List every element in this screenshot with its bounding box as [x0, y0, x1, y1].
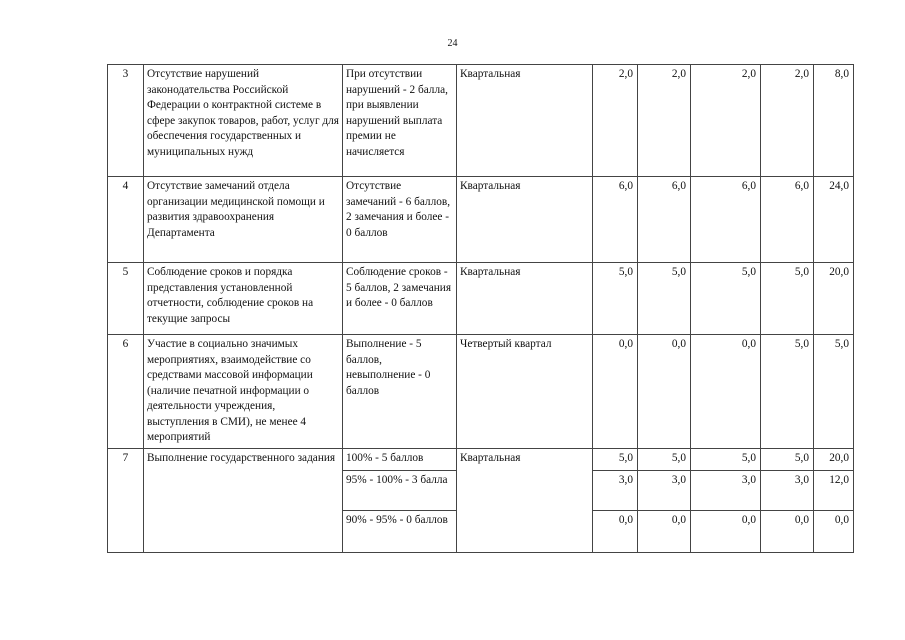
score-value-cell: 5,0	[761, 335, 814, 449]
score-value-cell: 24,0	[814, 177, 854, 263]
score-value-cell: 0,0	[638, 335, 691, 449]
scoring-cell: Выполнение - 5 баллов, невыполнение - 0 баллов	[343, 335, 457, 449]
table-row	[108, 177, 854, 263]
score-value-cell: 0,0	[761, 511, 814, 553]
table-row	[108, 263, 854, 335]
score-value-cell: 5,0	[691, 263, 761, 335]
score-value-cell: 5,0	[814, 335, 854, 449]
row-number: 4	[108, 177, 144, 263]
score-value-cell: 2,0	[761, 65, 814, 177]
score-value-cell: 6,0	[691, 177, 761, 263]
table-row	[108, 65, 854, 177]
row-number: 3	[108, 65, 144, 177]
score-value-cell: 5,0	[593, 449, 638, 471]
row-number: 7	[108, 449, 144, 553]
score-value-cell: 0,0	[691, 335, 761, 449]
score-value-cell: 3,0	[691, 471, 761, 511]
score-value-cell: 3,0	[593, 471, 638, 511]
score-value-cell: 0,0	[638, 511, 691, 553]
score-value-cell: 12,0	[814, 471, 854, 511]
criterion-cell: Участие в социально значимых мероприятиях, взаимодействие со средствами массовой информации (наличие печатной информации о деятельности учреждения, выступления в СМИ), не менее 4 мероприятий	[144, 335, 343, 449]
scoring-cell: При отсутствии нарушений - 2 балла, при выявлении нарушений выплата премии не начисляется	[343, 65, 457, 177]
period-cell: Квартальная	[457, 449, 593, 553]
period-cell: Квартальная	[457, 263, 593, 335]
score-value-cell: 5,0	[593, 263, 638, 335]
score-value-cell: 0,0	[814, 511, 854, 553]
table-row	[108, 449, 854, 471]
score-value-cell: 3,0	[761, 471, 814, 511]
scoring-cell: Соблюдение сроков - 5 баллов, 2 замечания и более - 0 баллов	[343, 263, 457, 335]
score-value-cell: 0,0	[691, 511, 761, 553]
page-number: 24	[447, 38, 458, 49]
score-value-cell: 6,0	[593, 177, 638, 263]
criteria-table	[107, 64, 854, 553]
score-value-cell: 5,0	[638, 449, 691, 471]
scoring-cell: Отсутствие замечаний - 6 баллов, 2 замечания и более - 0 баллов	[343, 177, 457, 263]
table-row	[108, 335, 854, 449]
period-cell: Квартальная	[457, 65, 593, 177]
score-value-cell: 6,0	[761, 177, 814, 263]
period-cell: Квартальная	[457, 177, 593, 263]
score-value-cell: 3,0	[638, 471, 691, 511]
row-number: 5	[108, 263, 144, 335]
score-value-cell: 5,0	[761, 449, 814, 471]
score-value-cell: 2,0	[638, 65, 691, 177]
score-value-cell: 2,0	[691, 65, 761, 177]
score-value-cell: 8,0	[814, 65, 854, 177]
score-value-cell: 5,0	[638, 263, 691, 335]
score-value-cell: 2,0	[593, 65, 638, 177]
score-value-cell: 5,0	[691, 449, 761, 471]
score-value-cell: 5,0	[761, 263, 814, 335]
criterion-cell: Отсутствие нарушений законодательства Российской Федерации о контрактной системе в сфере закупок товаров, работ, услуг для обеспечения государственных и муниципальных нужд	[144, 65, 343, 177]
period-cell: Четвертый квартал	[457, 335, 593, 449]
score-value-cell: 20,0	[814, 263, 854, 335]
score-value-cell: 20,0	[814, 449, 854, 471]
criterion-cell: Соблюдение сроков и порядка представления установленной отчетности, соблюдение сроков на текущие запросы	[144, 263, 343, 335]
scoring-cell: 100% - 5 баллов	[343, 449, 457, 471]
score-value-cell: 6,0	[638, 177, 691, 263]
score-value-cell: 0,0	[593, 335, 638, 449]
criterion-cell: Отсутствие замечаний отдела организации медицинской помощи и развития здравоохранения Департамента	[144, 177, 343, 263]
scoring-cell: 95% - 100% - 3 балла	[343, 471, 457, 511]
score-value-cell: 0,0	[593, 511, 638, 553]
row-number: 6	[108, 335, 144, 449]
criterion-cell: Выполнение государственного задания	[144, 449, 343, 553]
scoring-cell: 90% - 95% - 0 баллов	[343, 511, 457, 553]
